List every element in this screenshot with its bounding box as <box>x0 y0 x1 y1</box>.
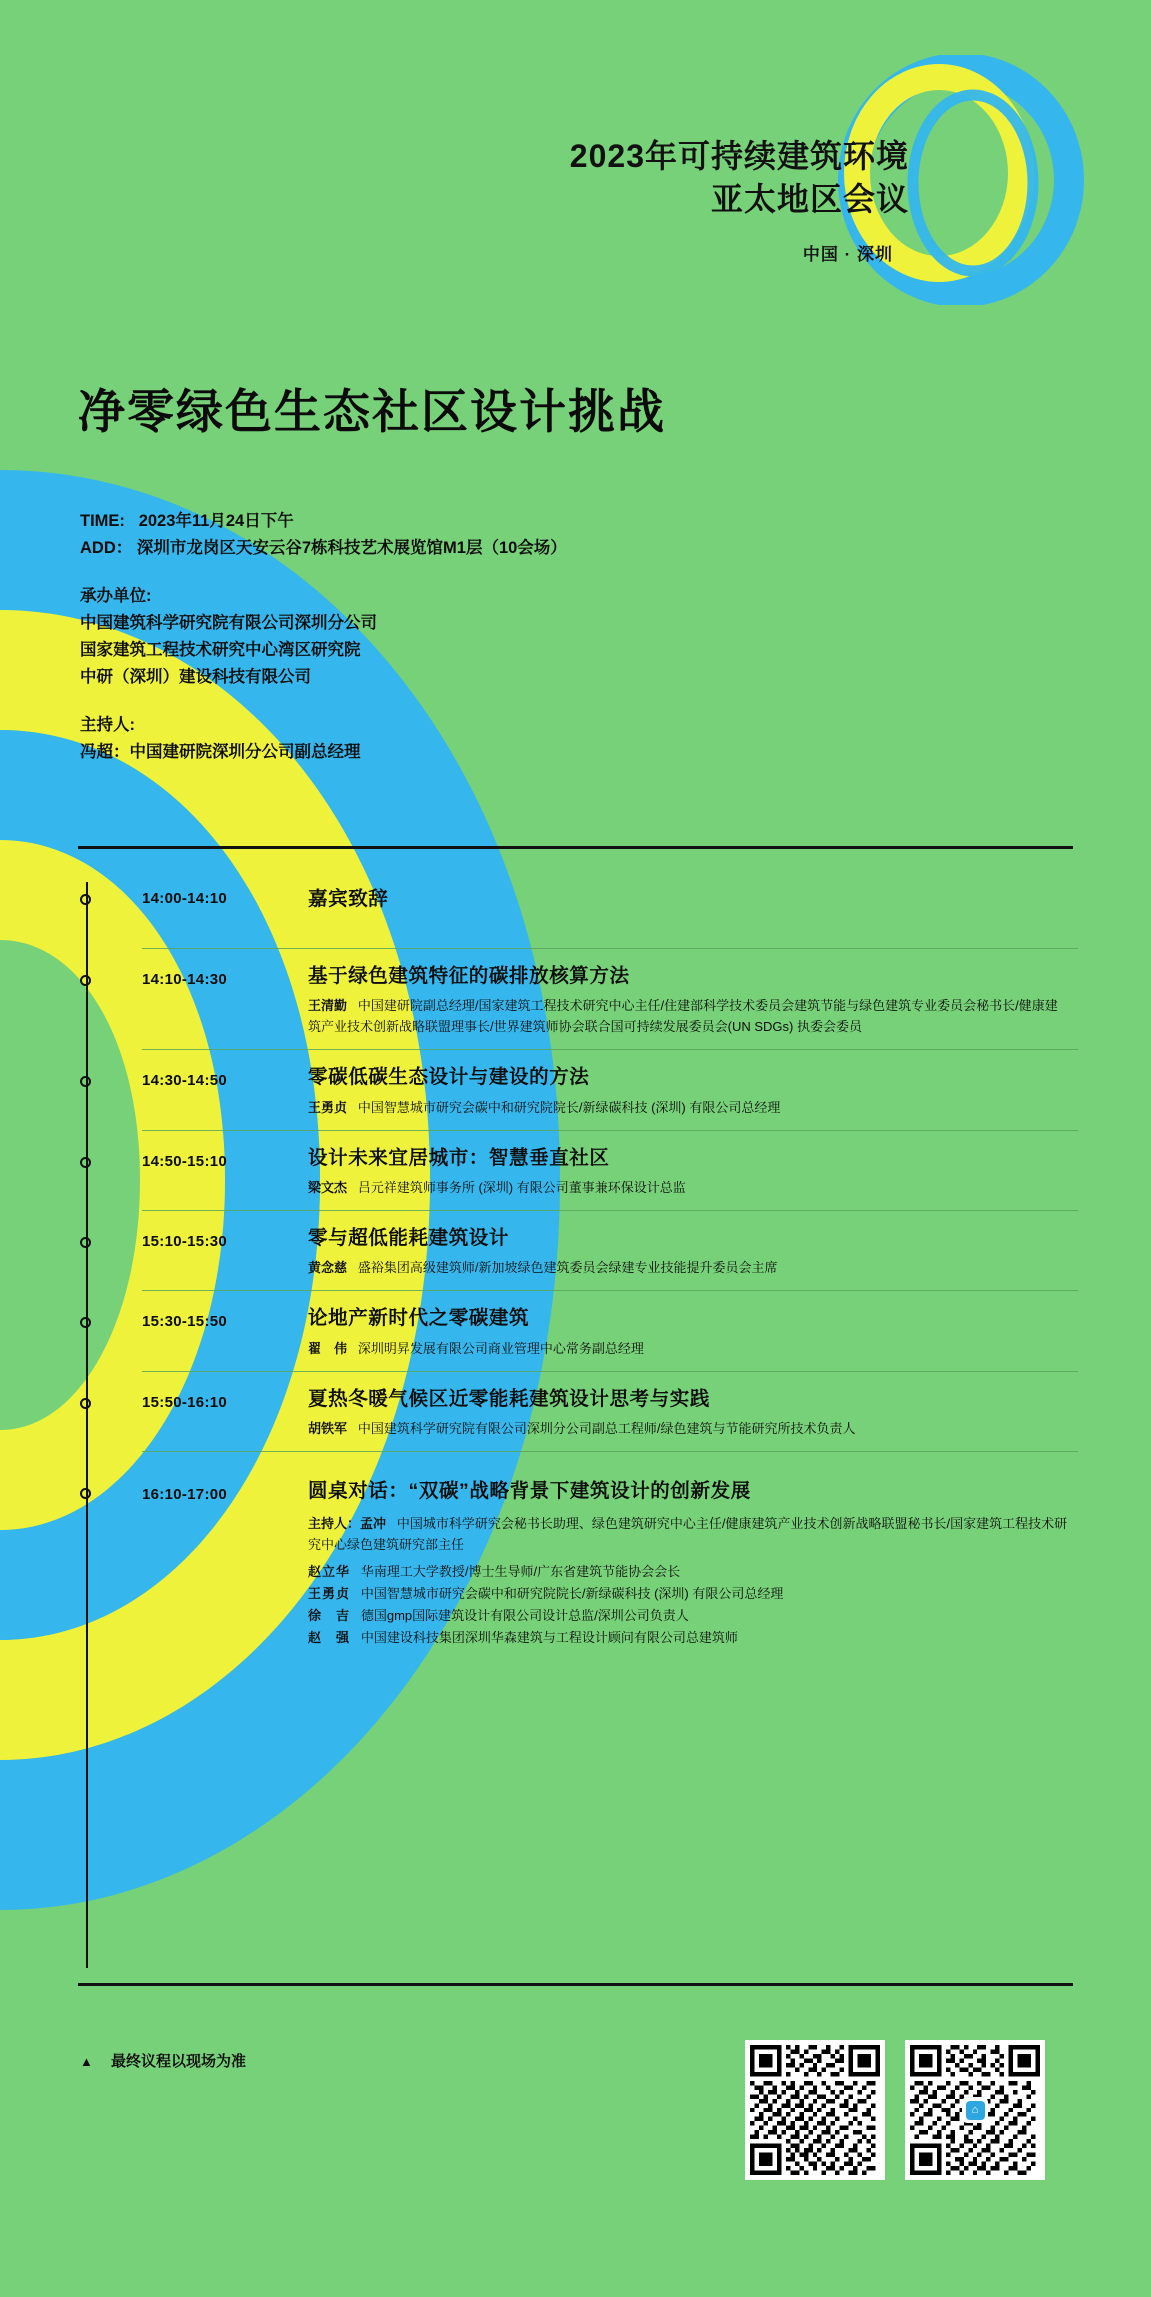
header-title-line1: 2023年可持续建筑环境 <box>569 138 909 174</box>
timeline-dot-icon <box>80 1317 91 1328</box>
qr-code-right[interactable] <box>905 2040 1045 2180</box>
agenda-body <box>308 1064 1078 1117</box>
speaker-desc: 盛裕集团高级建筑师/新加坡绿色建筑委员会绿建专业技能提升委员会主席 <box>357 1260 778 1276</box>
agenda-speaker <box>308 1338 1068 1359</box>
agenda-title: 基于绿色建筑特征的碳排放核算方法 <box>308 965 630 987</box>
header-title-line2: 亚太地区会议 <box>710 181 909 218</box>
agenda-speaker <box>308 1257 1068 1278</box>
speaker-desc: 中国智慧城市研究会碳中和研究院院长/新绿碳科技 (深圳) 有限公司总经理 <box>357 1099 781 1115</box>
agenda-item <box>78 1291 1078 1370</box>
round-table-guest <box>308 1561 1068 1583</box>
host-name: 孟冲 <box>360 1515 387 1531</box>
footnote <box>80 2050 246 2071</box>
qr-center-logo-icon: ⌂ <box>962 2097 988 2123</box>
round-table-guest <box>308 1605 1068 1627</box>
agenda-title: 零碳低碳生态设计与建设的方法 <box>308 1066 590 1089</box>
agenda-body <box>308 1225 1078 1278</box>
host-prefix: 主持人： <box>308 1515 361 1531</box>
agenda-time: 15:50-16:10 <box>142 1393 228 1411</box>
host-block <box>80 712 567 765</box>
guest-desc: 中国建设科技集团深圳华森建筑与工程设计顾问有限公司总建筑师 <box>360 1629 738 1645</box>
event-info <box>80 508 567 766</box>
agenda-speaker <box>308 1177 1068 1198</box>
address-label: ADD： <box>80 538 133 557</box>
speaker-name: 黄念慈 <box>308 1260 348 1276</box>
organizer-1: 中国建筑科学研究院有限公司深圳分公司 <box>80 614 377 633</box>
timeline-dot-icon <box>80 975 91 986</box>
agenda-title: 论地产新时代之零碳建筑 <box>308 1307 530 1330</box>
organizer-label: 承办单位: <box>80 587 152 606</box>
guest-name: 徐 吉 <box>308 1607 351 1623</box>
agenda-title: 设计未来宜居城市：智慧垂直社区 <box>308 1146 610 1169</box>
page-title: 净零绿色生态社区设计挑战 <box>78 385 666 438</box>
agenda-title: 夏热冬暖气候区近零能耗建筑设计思考与实践 <box>308 1387 711 1410</box>
header-title <box>570 135 909 221</box>
speaker-desc: 中国建研院副总经理/国家建筑工程技术研究中心主任/住建部科学技术委员会建筑节能与绿色建筑专业委员会秘书长/健康建筑产业技术创新战略联盟理事长/世界建筑师协会联合国可持续发展委员会(UN SDGs) 执委会委员 <box>308 998 1058 1035</box>
agenda-list <box>78 868 1078 1661</box>
divider-bottom <box>78 1983 1073 1986</box>
timeline-dot-icon <box>80 1398 91 1409</box>
organizer-block <box>80 583 567 690</box>
guest-desc: 华南理工大学教授/博士生导师/广东省建筑节能协会会长 <box>360 1563 681 1579</box>
agenda-time: 15:30-15:50 <box>142 1313 228 1331</box>
guest-name: 赵 强 <box>308 1629 351 1645</box>
agenda-item <box>78 949 1078 1049</box>
agenda-time: 15:10-15:30 <box>142 1233 228 1251</box>
round-table-guest <box>308 1627 1068 1649</box>
guest-name: 王勇贞 <box>308 1585 351 1601</box>
timeline-dot-icon <box>80 894 91 905</box>
agenda-body <box>308 963 1078 1037</box>
event-address-row <box>80 535 567 562</box>
agenda-title: 嘉宾致辞 <box>308 888 389 910</box>
triangle-icon: ▲ <box>80 2054 93 2069</box>
agenda-body <box>308 886 1078 912</box>
speaker-desc: 中国建筑科学研究院有限公司深圳分公司副总工程师/绿色建筑与节能研究所技术负责人 <box>357 1421 856 1437</box>
agenda-body <box>308 1305 1078 1358</box>
timeline-dot-icon <box>80 1488 91 1499</box>
speaker-name: 王勇贞 <box>308 1099 348 1115</box>
agenda-title: 零与超低能耗建筑设计 <box>308 1227 510 1250</box>
agenda-item <box>78 1372 1078 1451</box>
conference-header <box>471 55 1091 315</box>
organizer-2: 国家建筑工程技术研究中心湾区研究院 <box>80 640 361 659</box>
guest-desc: 德国gmp国际建筑设计有限公司设计总监/深圳公司负责人 <box>360 1607 689 1623</box>
agenda-body <box>308 1478 1078 1649</box>
speaker-desc: 深圳明昇发展有限公司商业管理中心常务副总经理 <box>357 1340 644 1356</box>
timeline-dot-icon <box>80 1237 91 1248</box>
agenda-speaker <box>308 1418 1068 1439</box>
time-label: TIME: <box>80 512 125 530</box>
agenda-item <box>78 1050 1078 1129</box>
agenda-time: 14:10-14:30 <box>142 971 228 988</box>
agenda-time: 14:50-15:10 <box>142 1152 228 1170</box>
agenda-speaker <box>308 1097 1068 1118</box>
guest-desc: 中国智慧城市研究会碳中和研究院院长/新绿碳科技 (深圳) 有限公司总经理 <box>360 1585 784 1601</box>
time-value: 2023年11月24日下午 <box>138 512 294 530</box>
agenda-time: 16:10-17:00 <box>142 1486 228 1504</box>
agenda-body <box>308 1145 1078 1198</box>
timeline-dot-icon <box>80 1076 91 1087</box>
agenda-body <box>308 1386 1078 1439</box>
host-desc: 中国城市科学研究会秘书长助理、绿色建筑研究中心主任/健康建筑产业技术创新战略联盟秘书长/国家建筑工程技术研究中心绿色建筑研究部主任 <box>308 1515 1068 1552</box>
round-table-guest <box>308 1583 1068 1605</box>
speaker-name: 胡铁军 <box>308 1421 348 1437</box>
qr-code-left[interactable] <box>745 2040 885 2180</box>
footnote-text: 最终议程以现场为准 <box>111 2053 247 2070</box>
speaker-name: 翟 伟 <box>308 1340 348 1356</box>
divider-top <box>78 846 1073 849</box>
agenda-time: 14:00-14:10 <box>142 890 228 907</box>
agenda-item <box>78 1131 1078 1210</box>
host-label: 主持人: <box>80 716 135 735</box>
speaker-name: 王清勤 <box>308 998 348 1014</box>
host-value: 冯超：中国建研院深圳分公司副总经理 <box>80 743 361 762</box>
speaker-name: 梁文杰 <box>308 1180 348 1196</box>
event-time-row <box>80 508 567 535</box>
organizer-3: 中研（深圳）建设科技有限公司 <box>80 667 311 686</box>
timeline-dot-icon <box>80 1157 91 1168</box>
agenda-item-round-table <box>78 1452 1078 1661</box>
round-table-host <box>308 1513 1068 1555</box>
guest-name: 赵立华 <box>308 1563 351 1579</box>
agenda-speaker <box>308 995 1068 1037</box>
agenda-item <box>78 868 1078 948</box>
agenda-time: 14:30-14:50 <box>142 1072 228 1090</box>
agenda-title: 圆桌对话：“双碳”战略背景下建筑设计的创新发展 <box>308 1480 751 1503</box>
address-value: 深圳市龙岗区天安云谷7栋科技艺术展览馆M1层（10会场） <box>136 538 567 557</box>
speaker-desc: 吕元祥建筑师事务所 (深圳) 有限公司董事兼环保设计总监 <box>357 1180 686 1196</box>
qr-code-group <box>745 2040 1045 2180</box>
agenda-item <box>78 1211 1078 1290</box>
header-city: 中国 · 深圳 <box>802 245 893 264</box>
